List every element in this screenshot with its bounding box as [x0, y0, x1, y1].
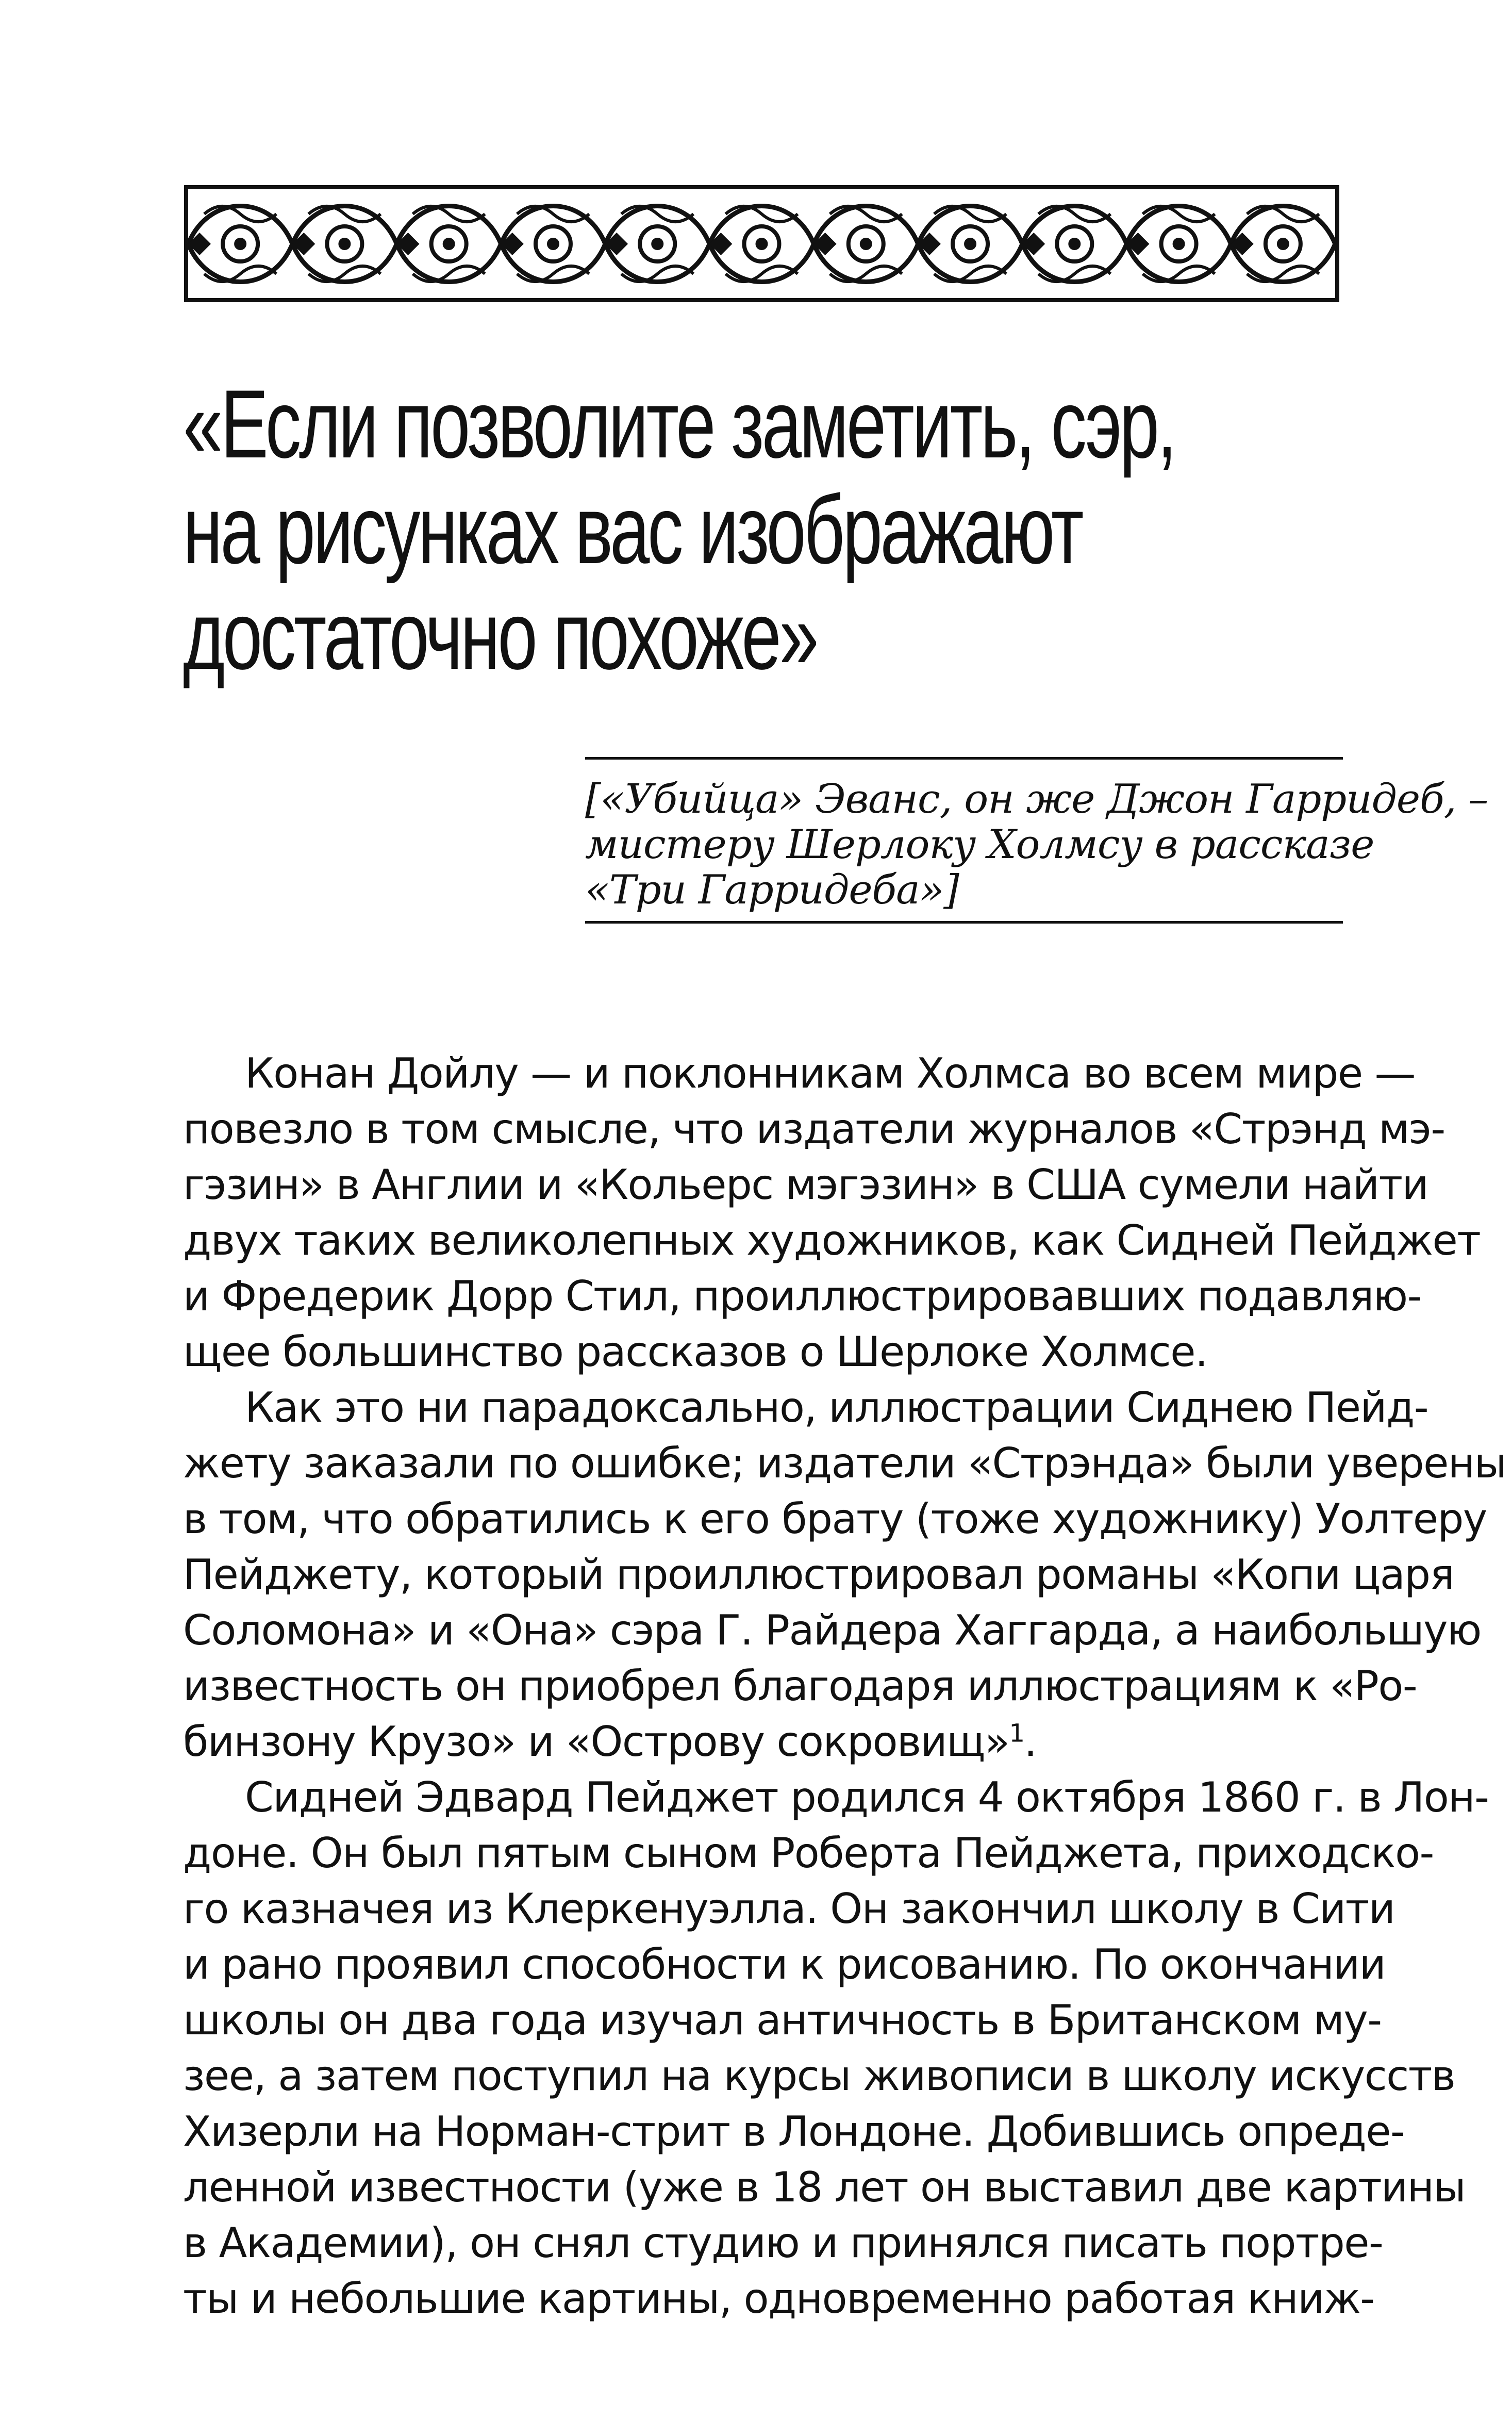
paragraph-line: Пейджету, который проиллюстрировал романы «Копи царя	[183, 1551, 1454, 1599]
epigraph	[585, 757, 1488, 925]
epigraph-top-rule	[585, 757, 1343, 760]
paragraph-line: школы он два года изучал античность в Британском му-	[183, 1996, 1382, 2044]
epigraph-bottom-rule	[585, 921, 1343, 924]
paragraph-line: повезло в том смысле, что издатели журналов «Стрэнд мэ-	[183, 1105, 1445, 1153]
paragraph-line: и рано проявил способности к рисованию. По окончании	[183, 1940, 1386, 1988]
paragraph-line: в Академии), он снял студию и принялся писать портре-	[183, 2219, 1383, 2267]
paragraph-line: и Фредерик Дорр Стил, проиллюстрировавших подавляю-	[183, 1272, 1421, 1320]
paragraph-line: Конан Дойлу — и поклонникам Холмса во всем мире —	[245, 1049, 1415, 1097]
paragraph-line: двух таких великолепных художников, как Сидней Пейджет	[183, 1216, 1481, 1264]
paragraph-line: го казначея из Клеркенуэлла. Он закончил школу в Сити	[183, 1885, 1395, 1933]
paragraph-line: жету заказали по ошибке; издатели «Стрэнда» были уверены	[183, 1439, 1506, 1487]
title-line: на рисунках вас изображают	[183, 475, 1082, 584]
paragraph-line: щее большинство рассказов о Шерлоке Холмсе.	[183, 1328, 1207, 1376]
title-line: достаточно похоже»	[183, 581, 817, 689]
epigraph-line: [«Убийца» Эванс, он же Джон Гарридеб, –	[585, 776, 1488, 822]
paragraph-line: Как это ни парадоксально, иллюстрации Сиднею Пейд-	[245, 1384, 1428, 1432]
ornamental-border-icon	[183, 183, 1340, 304]
epigraph-line: «Три Гарридеба»]	[585, 867, 959, 913]
footnote-tail: .	[1024, 1718, 1037, 1766]
footnote-mark: 1	[1009, 1719, 1024, 1748]
paragraph-line-with-footnote	[183, 1714, 1340, 1770]
body-text	[183, 1046, 1506, 2327]
paragraph-line: ты и небольшие картины, одновременно работая книж-	[183, 2275, 1374, 2323]
paragraph-line: зее, а затем поступил на курсы живописи в школу искусств	[183, 2052, 1455, 2100]
paragraph-line: в том, что обратились к его брату (тоже художнику) Уолтеру	[183, 1495, 1487, 1543]
paragraph-line: Соломона» и «Она» сэра Г. Райдера Хаггарда, а наибольшую	[183, 1606, 1481, 1654]
chapter-title	[183, 370, 1175, 689]
paragraph-line: Сидней Эдвард Пейджет родился 4 октября 1860 г. в Лон-	[245, 1773, 1489, 1821]
title-line: «Если позволите заметить, сэр,	[183, 370, 1175, 478]
paragraph-line-text: бинзону Крузо» и «Острову сокровищ»	[183, 1718, 1009, 1766]
epigraph-line: мистеру Шерлоку Холмсу в рассказе	[585, 821, 1374, 868]
paragraph-line: известность он приобрел благодаря иллюстрациям к «Ро-	[183, 1662, 1417, 1710]
paragraph-line: доне. Он был пятым сыном Роберта Пейджета, приходско-	[183, 1829, 1434, 1877]
paragraph-line: гэзин» в Англии и «Кольерс мэгэзин» в США сумели найти	[183, 1161, 1428, 1209]
ornament-svg	[183, 183, 1340, 304]
paragraph-line: ленной известности (уже в 18 лет он выставил две картины	[183, 2163, 1466, 2211]
paragraph-line: Хизерли на Норман-стрит в Лондоне. Добившись опреде-	[183, 2108, 1405, 2156]
epigraph-text	[585, 776, 1488, 913]
